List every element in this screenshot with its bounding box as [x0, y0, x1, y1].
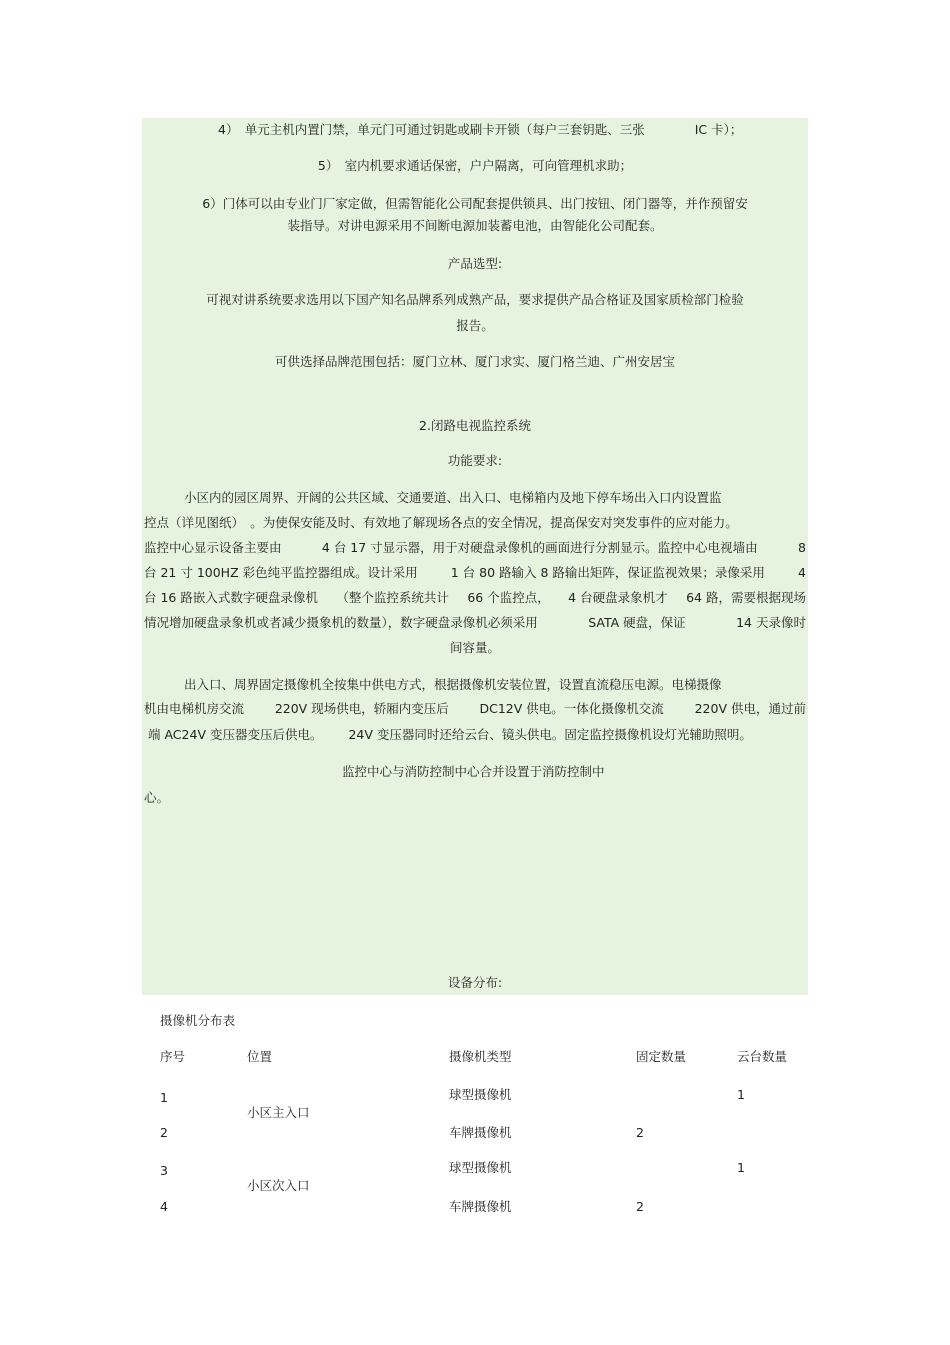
item-6-line1: 6）门体可以由专业门厂家定做，但需智能化公司配套提供锁具、出门按钮、闭门器等，并作预留安 [202, 196, 748, 211]
header-fixed-count: 固定数量 [636, 1049, 687, 1064]
paragraph2-line7: 间容量。 [449, 640, 500, 655]
product-line1: 可视对讲系统要求选用以下国产知名品牌系列成熟产品，要求提供产品合格证及国家质检部门检验 [206, 292, 744, 307]
item-6-line2: 装指导。对讲电源采用不间断电源加装蓄电池，由智能化公司配套。 [287, 218, 663, 233]
paragraph4-line2: 心。 [144, 790, 170, 805]
brands-text: 可供选择品牌范围包括：厦门立林、厦门求实、厦门格兰迪、广州安居宝 [274, 354, 675, 369]
product-heading: 产品选型: [447, 256, 503, 271]
item-4-text: 4） 单元主机内置门禁，单元门可通过钥匙或刷卡开锁（每户三套钥匙、三张 IC 卡）； [218, 122, 743, 137]
paragraph2-line4: 台 21 寸 100HZ 彩色纯平监控器组成。设计采用 1 台 80 路输入 8 路输出矩阵，保证监视效果；录像采用 4 [144, 565, 806, 580]
header-no: 序号 [160, 1049, 186, 1064]
location-secondary-entrance: 小区次入口 [247, 1178, 310, 1193]
function-heading: 功能要求: [447, 453, 503, 468]
paragraph3-line2: 机由电梯机房交流 220V 现场供电，轿厢内变压后 DC12V 供电。一体化摄像机交流 220V 供电，通过前 [144, 701, 806, 716]
distribution-heading: 设备分布: [447, 975, 503, 990]
section-title: 2.闭路电视监控系统 [419, 418, 531, 433]
paragraph3-line1: 出入口、周界固定摄像机全按集中供电方式，根据摄像机安装位置，设置直流稳压电源。电梯摄像 [184, 677, 722, 692]
paragraph1-line2: 控点（详见图纸） 。为使保安能及时、有效地了解现场各点的安全情况，提高保安对突发事件的应对能力。 [144, 515, 738, 530]
product-line2: 报告。 [456, 318, 494, 333]
table-caption: 摄像机分布表 [160, 1013, 236, 1028]
paragraph4-line1: 监控中心与消防控制中心合并设置于消防控制中 [342, 764, 605, 779]
header-location: 位置 [247, 1049, 273, 1064]
paragraph3-line3: 端 AC24V 变压器变压后供电。 24V 变压器同时还给云台、镜头供电。固定监控摄像机设灯光辅助照明。 [148, 727, 752, 742]
header-ptz-count: 云台数量 [737, 1049, 788, 1064]
paragraph2-line6: 情况增加硬盘录象机或者减少摄象机的数量），数字硬盘录像机必须采用 SATA 硬盘，保证 14 天录像时 [144, 615, 806, 630]
item-5-text: 5） 室内机要求通话保密，户户隔离，可向管理机求助； [317, 158, 633, 173]
paragraph1-line1: 小区内的园区周界、开阔的公共区域、交通要道、出入口、电梯箱内及地下停车场出入口内设置监 [184, 490, 722, 505]
location-main-entrance: 小区主入口 [247, 1105, 310, 1120]
paragraph2-line5: 台 16 路嵌入式数字硬盘录像机 （整个监控系统共计 66 个监控点， 4 台硬盘录象机才 64 路，需要根据现场 [144, 590, 806, 605]
highlighted-section [142, 118, 808, 995]
paragraph2-line3: 监控中心显示设备主要由 4 台 17 寸显示器，用于对硬盘录像机的画面进行分割显示。监控中心电视墙由 8 [144, 540, 806, 555]
header-camera-type: 摄像机类型 [449, 1049, 512, 1064]
